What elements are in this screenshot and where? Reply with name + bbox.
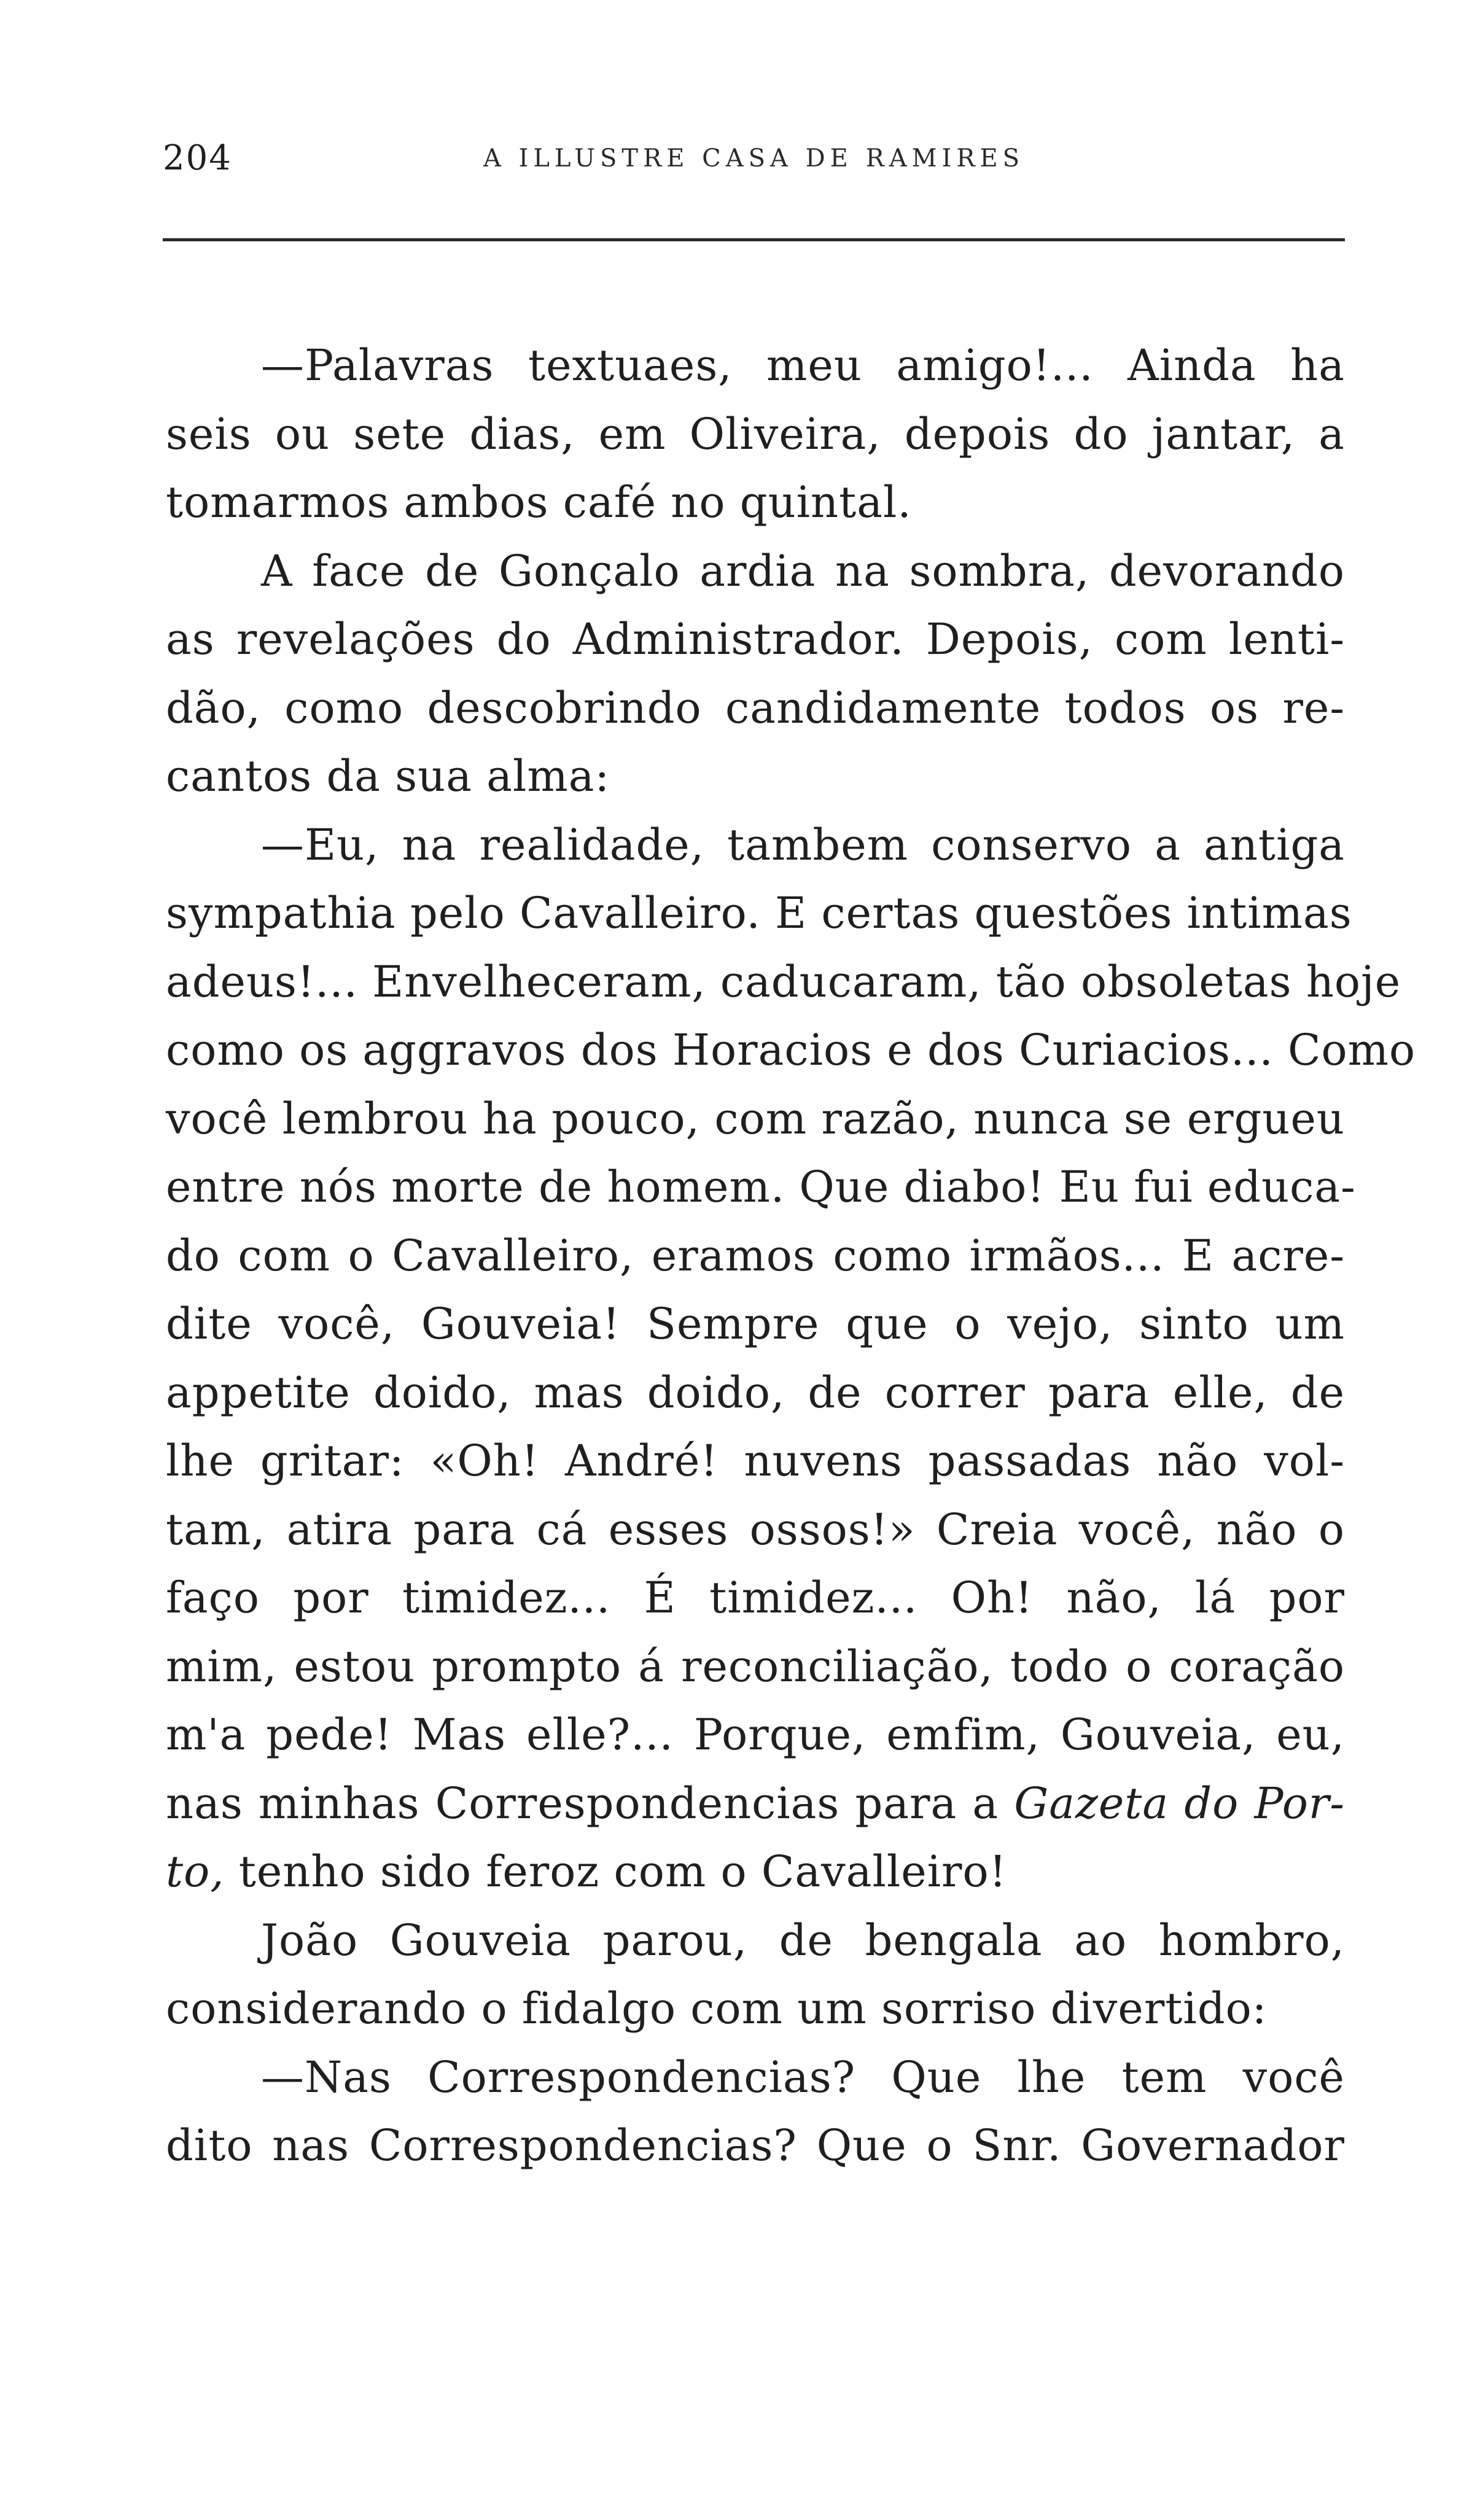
text-line: sympathia pelo Cavalleiro. E certas questões intimas xyxy=(166,888,1352,938)
text-line: tomarmos ambos café no quintal. xyxy=(166,477,912,527)
text-line: adeus!... Envelheceram, caducaram, tão obsoletas hoje xyxy=(166,956,1401,1007)
text-line: mim, estou prompto á reconciliação, todo o coração xyxy=(166,1641,1345,1692)
text-line: —Eu, na realidade, tambem conservo a antiga xyxy=(261,819,1345,870)
text-line: entre nós morte de homem. Que diabo! Eu fui educa- xyxy=(166,1162,1356,1212)
text-line: lhe gritar: «Oh! André! nuvens passadas não vol- xyxy=(166,1436,1345,1486)
text-segment: nas minhas Correspondencias para a xyxy=(166,1778,999,1829)
italic-title: to, xyxy=(166,1846,225,1897)
text-line: do com o Cavalleiro, eramos como irmãos... E acre- xyxy=(166,1230,1345,1281)
text-segment: tenho sido feroz com o Cavalleiro! xyxy=(238,1846,1007,1897)
page-number: 204 xyxy=(163,138,232,178)
italic-title: Gazeta do Por- xyxy=(1014,1778,1345,1829)
text-line: —Palavras textuaes, meu amigo!... Ainda ha xyxy=(261,340,1345,391)
text-line: tam, atira para cá esses ossos!» Creia você, não o xyxy=(166,1504,1345,1555)
page-header xyxy=(163,138,1345,187)
text-line: dão, como descobrindo candidamente todos os re- xyxy=(166,682,1345,733)
running-title: A ILLUSTRE CASA DE RAMIRES xyxy=(483,144,1025,173)
text-line: você lembrou ha pouco, com razão, nunca se ergueu xyxy=(166,1093,1345,1144)
text-line: —Nas Correspondencias? Que lhe tem você xyxy=(261,2051,1345,2102)
text-line: dito nas Correspondencias? Que o Snr. Governador xyxy=(166,2120,1345,2171)
header-rule xyxy=(163,238,1345,241)
body-text xyxy=(166,332,1416,2180)
text-line: João Gouveia parou, de bengala ao hombro, xyxy=(261,1915,1345,1966)
text-line: dite você, Gouveia! Sempre que o vejo, sinto um xyxy=(166,1299,1345,1349)
text-line: faço por timidez... É timidez... Oh! não, lá por xyxy=(166,1573,1345,1623)
text-line-with-italic xyxy=(166,1770,1345,1838)
text-line-with-italic xyxy=(166,1838,1345,1907)
text-line: como os aggravos dos Horacios e dos Curiacios... Como xyxy=(166,1025,1416,1075)
text-line: as revelações do Administrador. Depois, com lenti- xyxy=(166,614,1345,664)
text-line: considerando o fidalgo com um sorriso divertido: xyxy=(166,1983,1268,2034)
text-line: appetite doido, mas doido, de correr para elle, de xyxy=(166,1367,1345,1418)
text-line: cantos da sua alma: xyxy=(166,751,610,801)
text-line: seis ou sete dias, em Oliveira, depois do jantar, a xyxy=(166,408,1345,459)
text-line: A face de Gonçalo ardia na sombra, devorando xyxy=(261,545,1345,596)
text-line: m'a pede! Mas elle?... Porque, emfim, Gouveia, eu, xyxy=(166,1709,1345,1760)
